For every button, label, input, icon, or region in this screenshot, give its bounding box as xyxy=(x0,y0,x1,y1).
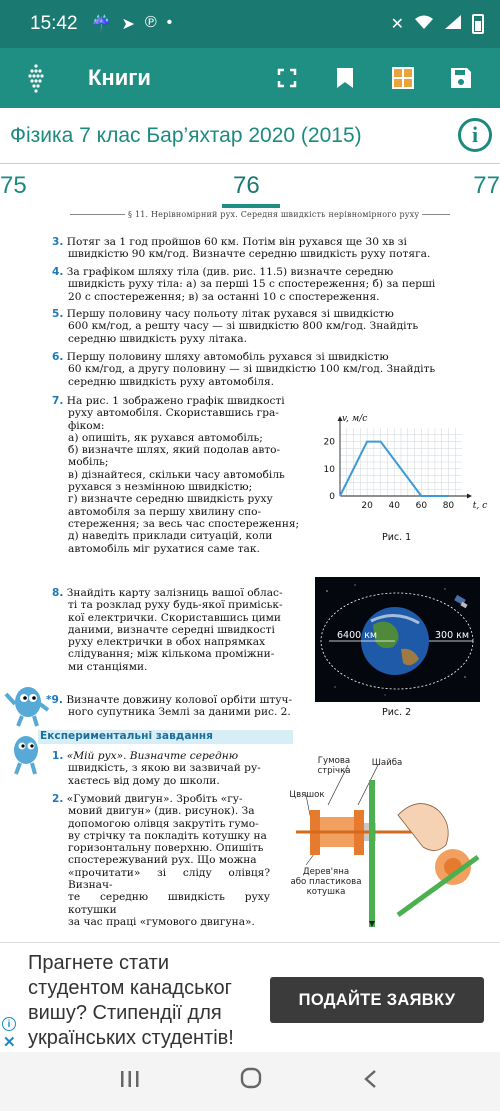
y-tick-label: 20 xyxy=(323,437,335,448)
problem-6 xyxy=(52,351,460,388)
experiment-line: те середню швидкість руху котушки xyxy=(68,891,270,916)
problem-line: ми станціями. xyxy=(68,660,148,673)
problem-line: автомобіль міг рухатися саме так. xyxy=(68,542,260,555)
earth-radius-label: 6400 км xyxy=(337,630,378,641)
experiment-line: «прочитати» зі сліду олівця? Визнач- xyxy=(68,866,270,892)
problem-line: мобіль; xyxy=(68,456,109,469)
problem-line: даними, визначте середні швидкості xyxy=(68,623,275,636)
problem-8 xyxy=(52,587,302,673)
running-head: § 11. Нерівномірний рух. Середня швидкість нерівномірного руху xyxy=(125,210,422,219)
wifi-icon xyxy=(414,14,434,35)
ad-line: українських студентів! xyxy=(28,1027,234,1049)
problem-line: слідування; між кількома проміжни- xyxy=(68,648,275,661)
problem-line: ного супутника Землі за даними рис. 2. xyxy=(68,706,291,719)
problem-line: в) дізнайтеся, скільки часу автомобіль xyxy=(68,468,285,481)
info-icon[interactable]: i xyxy=(458,118,492,152)
y-tick-label: 10 xyxy=(323,464,335,475)
experiment-line: мовий двигун» (див. рисунок). За xyxy=(68,805,255,818)
problem-line: рухався з незмінною швидкістю; xyxy=(68,481,253,494)
problem-line: г) визначте середню швидкість руху xyxy=(68,493,273,506)
speed-time-chart xyxy=(310,410,488,520)
back-icon[interactable] xyxy=(361,1068,381,1096)
experiment-2 xyxy=(52,793,270,928)
experiment-number: 1. xyxy=(52,750,64,762)
experiment-line: хаєтесь від дому до школи. xyxy=(68,774,220,787)
problem-3 xyxy=(52,236,460,261)
fullscreen-icon[interactable] xyxy=(258,48,316,108)
problem-line: д) наведіть приклади ситуацій, коли xyxy=(68,530,273,543)
ad-info-icon[interactable]: i xyxy=(2,1017,16,1031)
problem-line: стереження; за весь час спостереження; xyxy=(68,517,300,530)
more-dots-icon: • xyxy=(166,14,173,31)
earth-orbit-figure xyxy=(315,577,480,702)
x-tick-label: 20 xyxy=(361,501,373,511)
experimental-tasks-header: Експериментальні завдання xyxy=(38,730,293,744)
book-title: Фізика 7 клас Бар’яхтар 2020 (2015) xyxy=(10,123,362,147)
problem-line: ті та розклад руху будь-якої приміськ- xyxy=(68,599,283,612)
experiment-line: ву стрічку та покладіть котушку на xyxy=(68,829,267,842)
problem-line: швидкість руху тіла: а) за перші 15 с спостереження; б) за перші xyxy=(68,278,436,291)
problem-line: фіком: xyxy=(68,419,105,432)
experiment-line: швидкість, з якою ви зазвичай ру- xyxy=(68,762,261,775)
status-time: 15:42 xyxy=(30,13,78,34)
pinterest-icon: ℗ xyxy=(144,14,157,31)
y-axis-label: v, м/с xyxy=(342,414,368,424)
accessibility-icon: ☔ xyxy=(91,16,112,33)
problem-line: кої електрички. Скориставшись цими xyxy=(68,611,281,624)
problem-line: 60 км/год, а другу половину — зі швидкістю 100 км/год. Знайдіть xyxy=(68,363,436,376)
problem-number: 7. xyxy=(52,395,64,407)
rubber-motor-figure xyxy=(288,755,488,930)
fig1-caption: Рис. 1 xyxy=(382,532,412,543)
problem-line: Потяг за 1 год пройшов 60 км. Потім він рухався ще 30 хв зі xyxy=(66,236,407,248)
problem-line: швидкістю 90 км/год. Визначте середню швидкість руху потяга. xyxy=(68,248,431,261)
grid-icon[interactable] xyxy=(374,48,432,108)
problem-line: а) опишіть, як рухався автомобіль; xyxy=(68,431,263,444)
status-bar xyxy=(0,0,500,48)
recent-apps-icon[interactable] xyxy=(119,1068,141,1096)
ad-line: Прагнете стати xyxy=(28,952,169,974)
home-icon[interactable] xyxy=(239,1066,263,1097)
page-next[interactable]: 77 xyxy=(473,172,500,199)
experiment-line: за час праці «гумового двигуна». xyxy=(68,915,255,928)
washer-label: Шайба xyxy=(371,758,403,768)
x-axis-label: t, с xyxy=(472,501,488,511)
problem-9 xyxy=(46,694,306,719)
problem-line: Першу половину шляху автомобіль рухався зі швидкістю xyxy=(66,351,389,363)
book-title-bar xyxy=(0,108,500,164)
problem-line: б) визначте шлях, який подолав авто- xyxy=(68,444,281,457)
problem-number: 6. xyxy=(52,351,64,363)
ad-line: студентом канадськог xyxy=(28,977,232,999)
book-page[interactable] xyxy=(0,210,500,942)
problem-7 xyxy=(52,395,302,555)
save-icon[interactable] xyxy=(432,48,490,108)
mascot-icon xyxy=(4,680,50,728)
problem-line: середню швидкість руху автомобіля. xyxy=(68,375,275,388)
nail-label: Цвяшок xyxy=(289,790,325,800)
problem-number: 3. xyxy=(52,236,64,248)
experiment-line: «Мій рух». Визначте середню xyxy=(66,750,239,762)
battery-icon xyxy=(472,14,484,34)
app-title: Книги xyxy=(88,65,151,90)
system-nav-bar xyxy=(0,1052,500,1111)
apply-button[interactable]: ПОДАЙТЕ ЗАЯВКУ xyxy=(270,977,484,1023)
problem-number: *9. xyxy=(46,694,63,706)
problem-number: 4. xyxy=(52,266,64,278)
spool-label: Дерев'яна або пластикова котушка xyxy=(290,867,362,897)
experiment-number: 2. xyxy=(52,793,64,805)
ad-banner[interactable] xyxy=(0,942,500,1052)
problem-5 xyxy=(52,308,460,345)
y-tick-label: 0 xyxy=(329,492,335,502)
x-axis-arrow xyxy=(467,494,472,499)
problem-line: руху автомобіля. Скориставшись гра- xyxy=(68,407,279,420)
experiment-line: спостережуваний рух. Що можна xyxy=(68,854,257,867)
problem-number: 5. xyxy=(52,308,64,320)
problem-line: Першу половину часу польоту літак рухався зі швидкістю xyxy=(66,308,394,320)
signal-icon xyxy=(444,14,462,35)
problem-line: На рис. 1 зображено графік швидкості xyxy=(66,395,285,407)
problem-line: Знайдіть карту залізниць вашої облас- xyxy=(66,587,283,599)
page-current-indicator xyxy=(222,204,280,208)
problem-line: За графіком шляху тіла (див. рис. 11.5) визначте середню xyxy=(66,266,394,278)
fig2-caption: Рис. 2 xyxy=(382,707,412,718)
page-current[interactable]: 76 xyxy=(233,172,260,199)
problem-number: 8. xyxy=(52,587,64,599)
page-prev[interactable]: 75 xyxy=(0,172,27,199)
page-selector xyxy=(0,164,500,210)
logo-icon[interactable] xyxy=(0,63,54,93)
problem-line: Визначте довжину колової орбіти штуч- xyxy=(66,694,293,706)
orbit-height-label: 300 км xyxy=(435,630,470,641)
x-tick-label: 80 xyxy=(442,501,455,511)
telegram-icon: ➤ xyxy=(121,16,135,33)
x-tick-label: 40 xyxy=(388,501,400,511)
problem-line: середню швидкість руху літака. xyxy=(68,332,247,345)
app-bar xyxy=(0,48,500,108)
notification-icons xyxy=(92,14,173,34)
ad-line: вишу? Стипендії для xyxy=(28,1002,222,1024)
x-tick-label: 60 xyxy=(415,501,428,511)
experiment-line: «Гумовий двигун». Зробіть «гу- xyxy=(66,793,243,805)
ad-close-icon[interactable]: ✕ xyxy=(3,1034,16,1051)
problem-line: автомобіля за першу хвилину спо- xyxy=(68,505,262,518)
rubber-band-label: Гумова стрічка xyxy=(317,756,351,776)
problem-4 xyxy=(52,266,460,303)
ad-text[interactable] xyxy=(28,951,254,1051)
mute-icon: ✕ xyxy=(390,16,404,33)
bookmark-icon[interactable] xyxy=(316,48,374,108)
problem-line: 20 с спостереження; в) за останні 10 с спостереження. xyxy=(68,290,380,303)
problem-line: 600 км/год, а решту часу — зі швидкістю 800 км/год. Знайдіть xyxy=(68,320,419,333)
experiment-1 xyxy=(52,750,270,787)
problem-line: руху електрички в обох напрямках xyxy=(68,636,266,649)
experiment-line: горизонтальну поверхню. Опишіть xyxy=(68,842,264,855)
experiment-line: допомогою олівця закрутіть гумо- xyxy=(68,817,259,830)
